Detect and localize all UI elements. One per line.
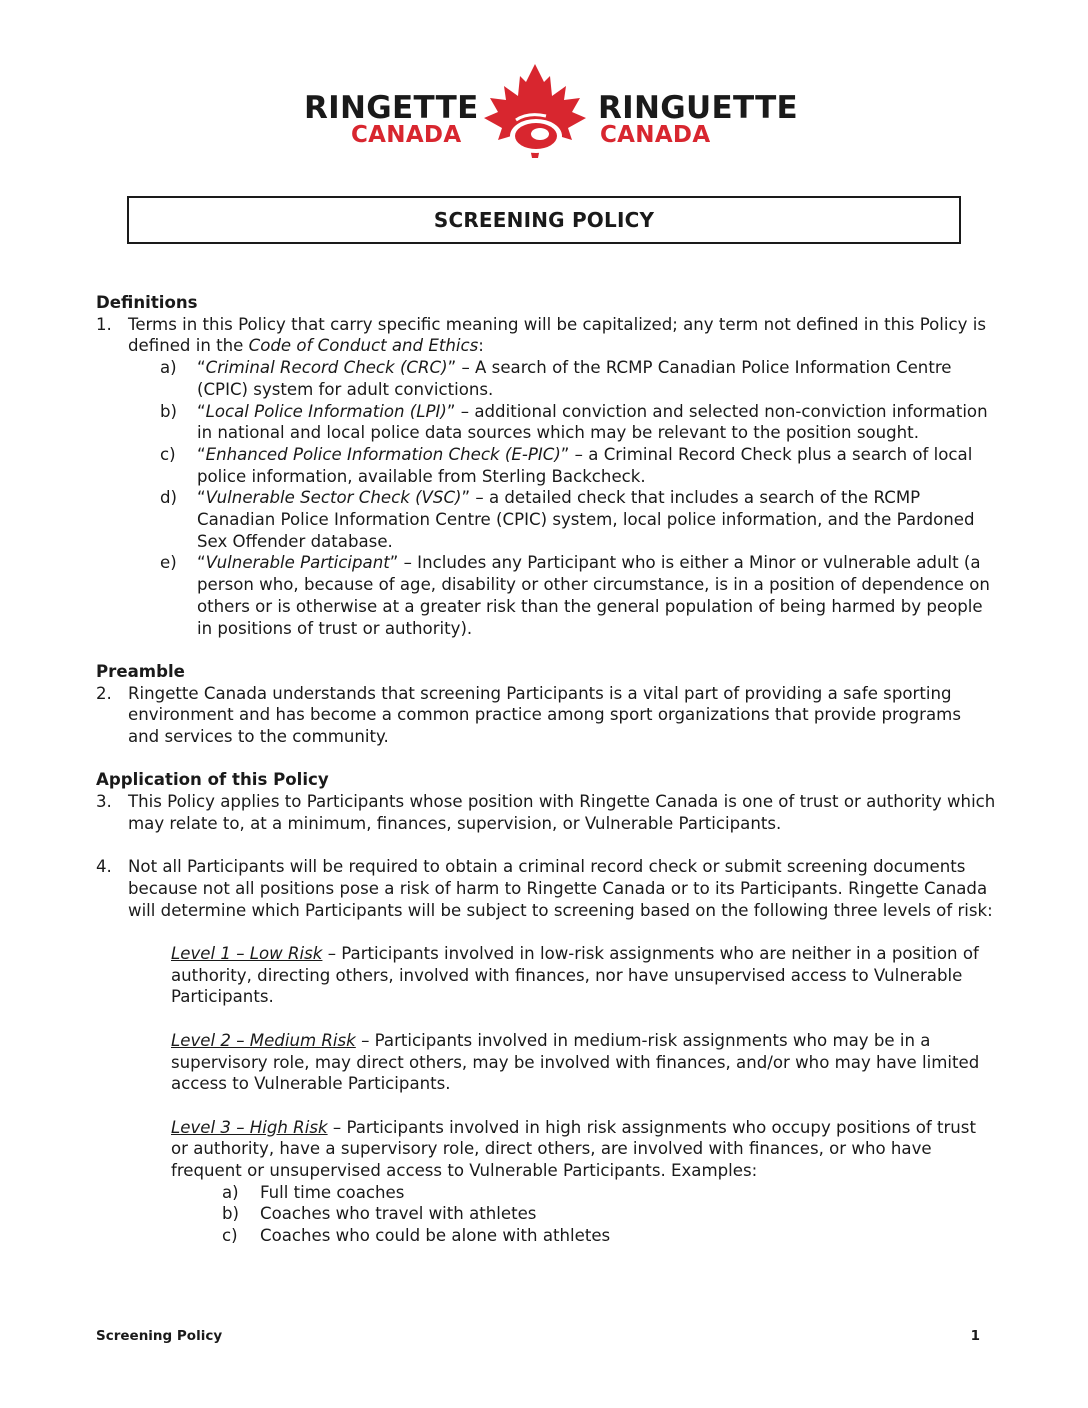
- item-text: Not all Participants will be required to obtain a criminal record check or submit screening documents because not all positions pose a risk of harm to Ringette Canada or to its Participants. Ringette Canada will determine which Participants will be subject to screening based on the following three levels of risk:: [128, 857, 993, 920]
- quote-close: ”: [446, 401, 456, 421]
- maple-leaf-ring-icon: [476, 62, 594, 160]
- risk-level-1: [96, 943, 996, 1008]
- risk-level-text: – Participants involved in medium-risk assignments who may be in a supervisory role, may direct others, may be involved with finances, and/or who may have limited access to Vulnerable Participants.: [171, 1030, 980, 1094]
- risk-level-label: Level 1 – Low Risk: [171, 944, 323, 964]
- application-heading: Application of this Policy: [96, 770, 329, 790]
- page-title: SCREENING POLICY: [433, 208, 655, 232]
- quote-open: “: [197, 444, 206, 464]
- example-letter: c): [222, 1226, 238, 1246]
- page-footer: [96, 1328, 980, 1344]
- item-text: Ringette Canada understands that screening Participants is a vital part of providing a safe sporting environment and has become a common practice among sport organizations that provide programs and services to the community.: [128, 683, 961, 747]
- term-name: Vulnerable Participant: [205, 553, 390, 573]
- term-item: [96, 357, 996, 400]
- preamble-item-2: [96, 683, 996, 748]
- example-item: [96, 1203, 996, 1225]
- item-number: 1.: [96, 314, 112, 334]
- quote-close: ”: [447, 358, 457, 378]
- application-item-3: [96, 791, 996, 834]
- example-letter: b): [222, 1204, 240, 1224]
- quote-close: ”: [461, 488, 471, 508]
- footer-title: Screening Policy: [96, 1328, 223, 1344]
- example-text: Coaches who travel with athletes: [260, 1204, 537, 1224]
- item-number: 4.: [96, 857, 112, 877]
- logo-word-ringette: RINGETTE: [304, 90, 479, 126]
- quote-open: “: [197, 358, 206, 378]
- preamble-heading: Preamble: [96, 661, 185, 681]
- quote-close: ”: [389, 553, 399, 573]
- example-letter: a): [222, 1182, 239, 1202]
- term-desc: – A search of the RCMP Canadian Police Information Centre (CPIC) system for adult convictions.: [197, 358, 952, 399]
- item-text-italic: Code of Conduct and Ethics: [248, 336, 479, 356]
- risk-level-label: Level 2 – Medium Risk: [171, 1030, 356, 1050]
- example-text: Coaches who could be alone with athletes: [260, 1226, 611, 1246]
- example-text: Full time coaches: [260, 1182, 405, 1202]
- term-item: [96, 401, 996, 444]
- risk-level-label: Level 3 – High Risk: [171, 1117, 328, 1137]
- quote-open: “: [197, 488, 206, 508]
- term-letter: b): [160, 401, 178, 421]
- risk-level-text: – Participants involved in high risk assignments who occupy positions of trust or authority, have a supervisory role, direct others, are involved with finances, or who have frequent or unsupervised access to Vulnerable Participants. Examples:: [171, 1117, 976, 1181]
- term-letter: a): [160, 358, 177, 378]
- term-letter: c): [160, 444, 176, 464]
- logo: [0, 62, 1088, 160]
- risk-level-text: – Participants involved in low-risk assignments who are neither in a position of authority, directing others, involved with finances, nor have unsupervised access to Vulnerable Participants.: [171, 944, 979, 1007]
- example-item: [96, 1182, 996, 1204]
- term-item: [96, 552, 996, 639]
- term-desc: – Includes any Participant who is either a Minor or vulnerable adult (a person who, because of age, disability or other circumstance, is in a position of dependence on others or is otherwise at a greater risk than the general population of being harmed by people in positions of trust or authority).: [197, 553, 990, 638]
- term-name: Enhanced Police Information Check (E-PIC): [205, 444, 561, 464]
- logo-word-canada-left: CANADA: [351, 122, 462, 148]
- term-desc: – additional conviction and selected non-conviction information in national and local police data sources which may be relevant to the position sought.: [197, 401, 988, 443]
- page-number: 1: [970, 1328, 980, 1344]
- definitions-terms-list: [96, 357, 996, 639]
- quote-open: “: [197, 401, 206, 421]
- policy-body: [96, 292, 996, 1247]
- item-text: This Policy applies to Participants whose position with Ringette Canada is one of trust or authority which may relate to, at a minimum, finances, supervision, or Vulnerable Participants.: [128, 792, 996, 833]
- examples-list: [96, 1182, 996, 1247]
- term-item: [96, 444, 996, 487]
- example-item: [96, 1225, 996, 1247]
- item-number: 2.: [96, 683, 112, 703]
- logo-word-ringuette: RINGUETTE: [598, 90, 799, 126]
- term-item: [96, 487, 996, 552]
- term-name: Local Police Information (LPI): [205, 401, 447, 421]
- logo-word-canada-right: CANADA: [600, 122, 711, 148]
- item-number: 3.: [96, 792, 112, 812]
- quote-close: ”: [560, 444, 570, 464]
- term-letter: e): [160, 553, 177, 573]
- definitions-item-1: [96, 314, 996, 357]
- term-name: Criminal Record Check (CRC): [205, 358, 448, 378]
- quote-open: “: [197, 553, 206, 573]
- item-text-end: :: [478, 336, 484, 356]
- definitions-heading: Definitions: [96, 293, 198, 312]
- term-desc: – a detailed check that includes a search of the RCMP Canadian Police Information Centre (CPIC) system, local police information, and the Pardoned Sex Offender database.: [197, 488, 975, 551]
- term-name: Vulnerable Sector Check (VSC): [205, 488, 462, 508]
- application-item-4: [96, 856, 996, 921]
- term-desc: – a Criminal Record Check plus a search of local police information, available from Sterling Backcheck.: [197, 444, 973, 486]
- term-letter: d): [160, 488, 178, 508]
- risk-level-3: [96, 1117, 996, 1182]
- title-box: [127, 196, 961, 244]
- risk-level-2: [96, 1030, 996, 1095]
- item-text: Terms in this Policy that carry specific meaning will be capitalized; any term not defined in this Policy is defined in the: [128, 314, 986, 356]
